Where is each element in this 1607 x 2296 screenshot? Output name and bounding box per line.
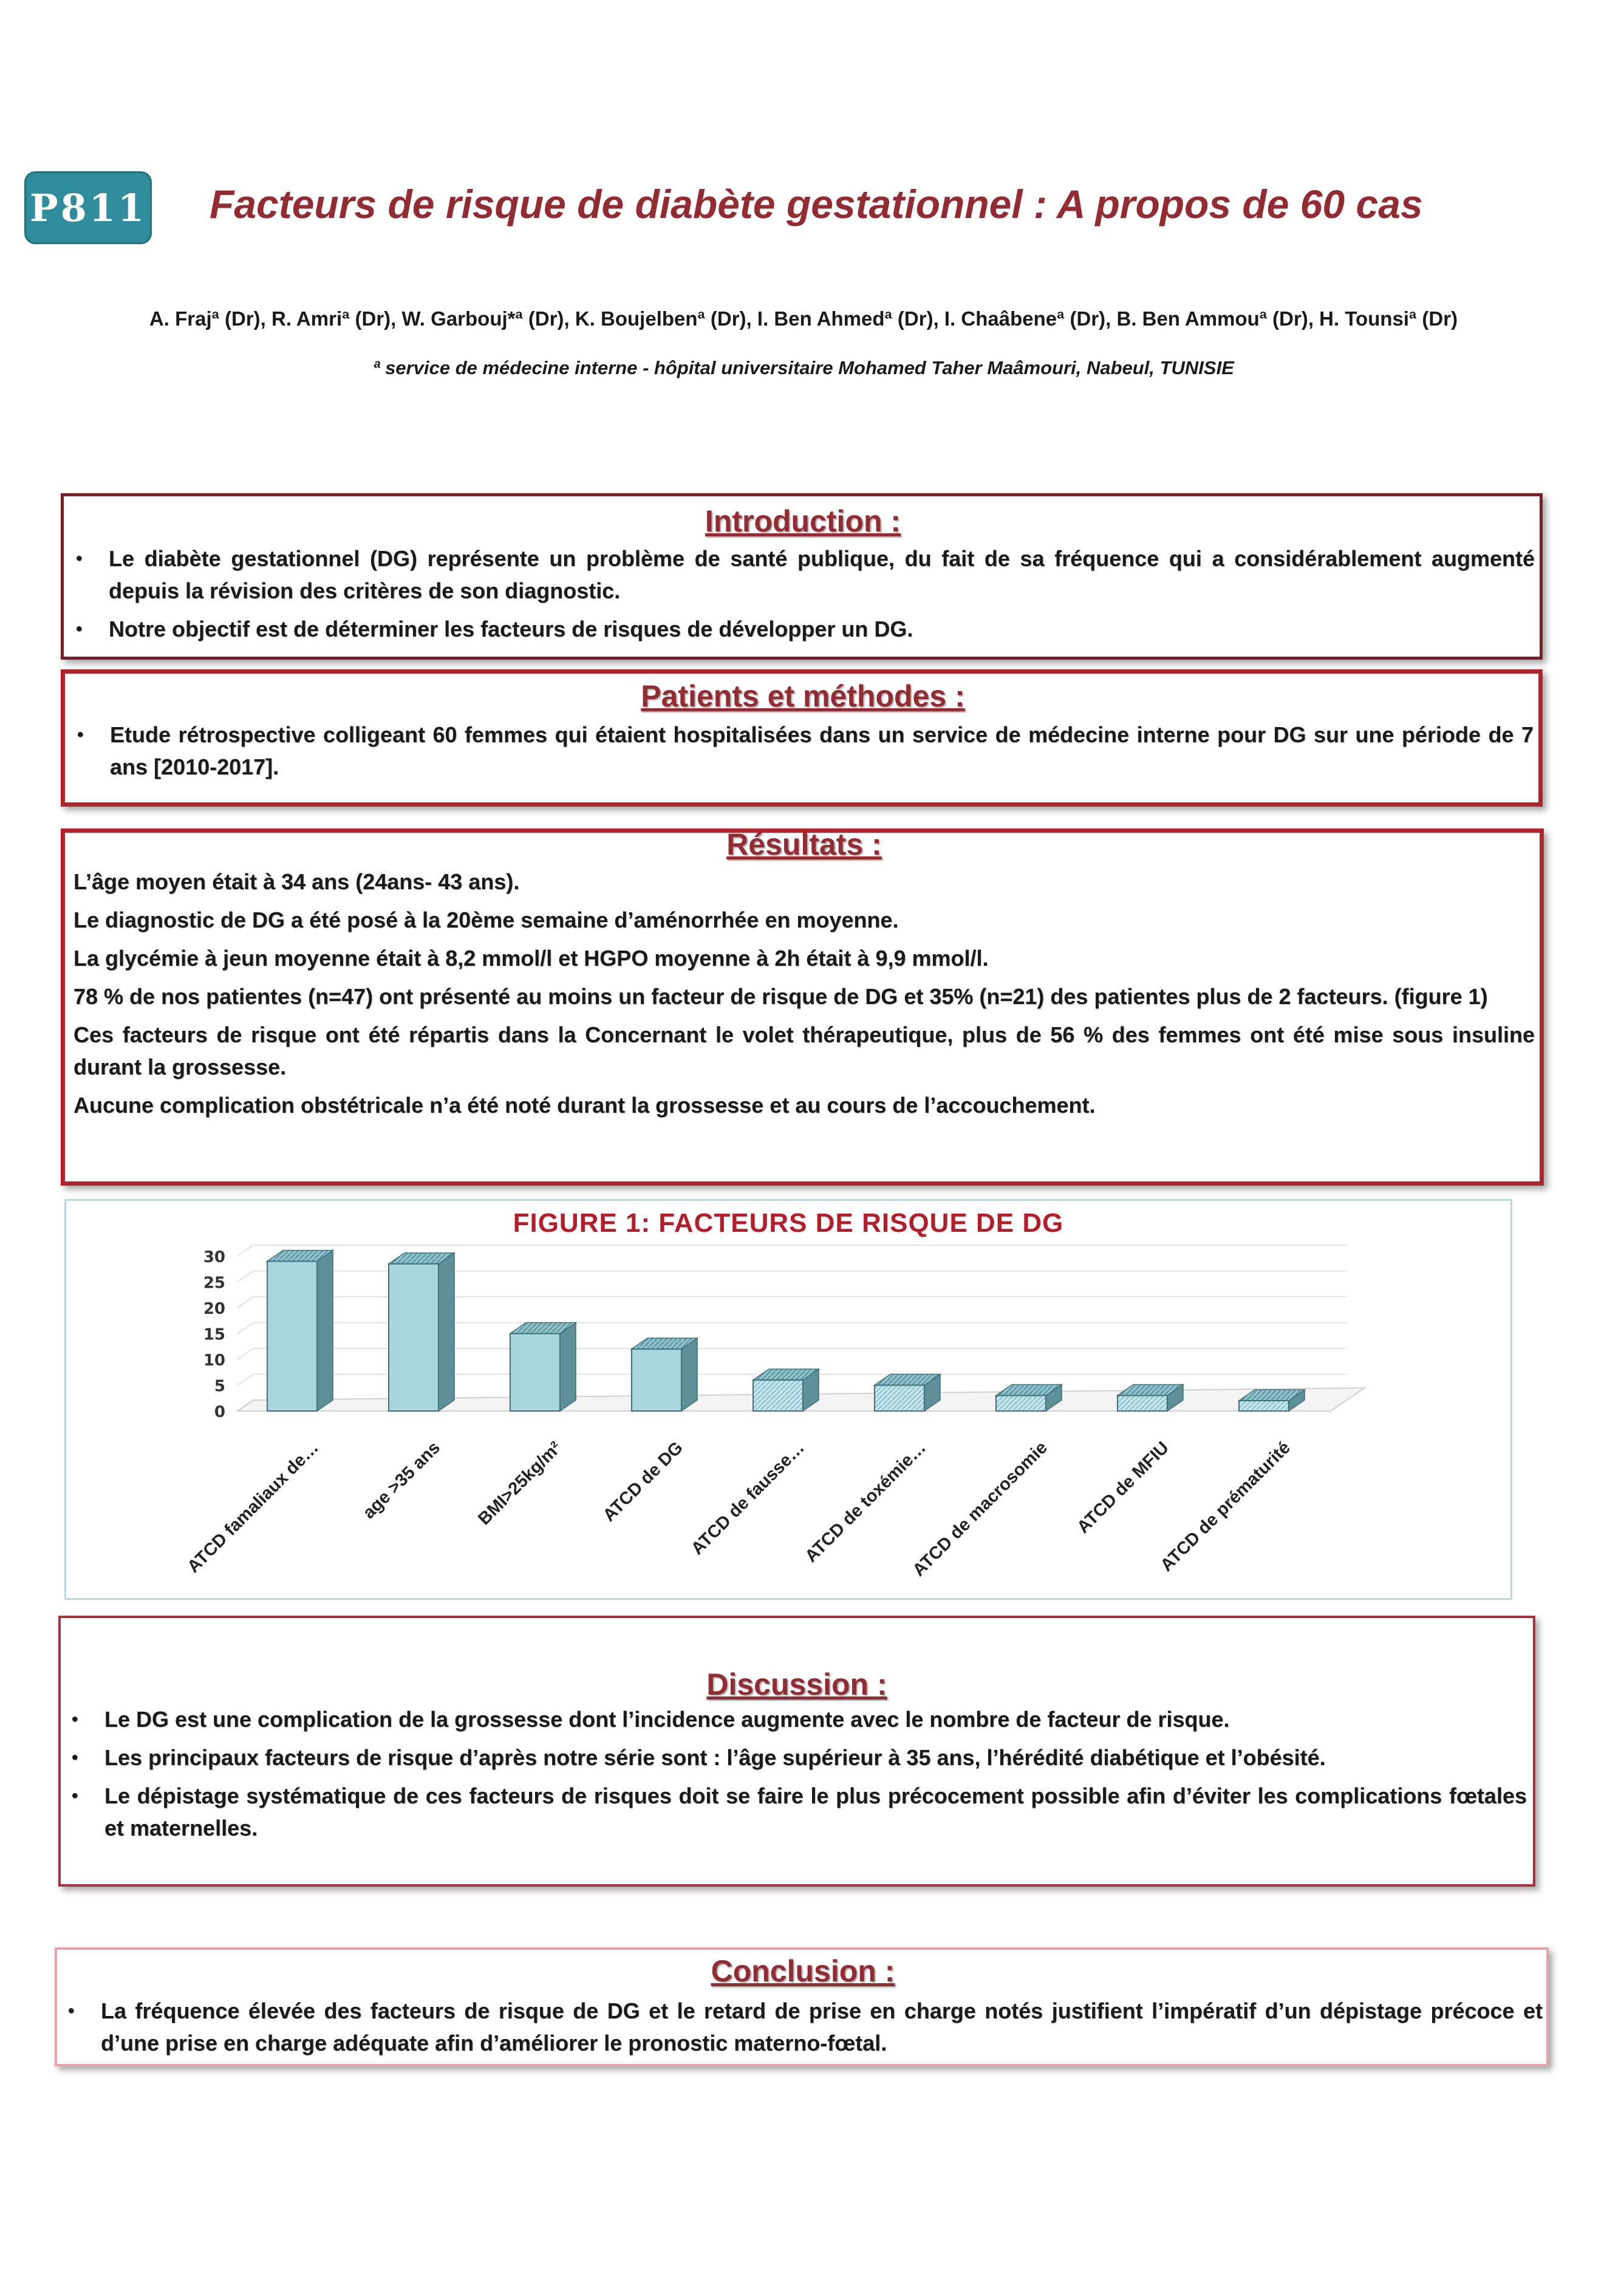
discussion-section: [58, 1616, 1535, 1887]
results-paragraph: Aucune complication obstétricale n’a été noté durant la grossesse et au cours de l’accouchement.: [73, 1093, 1096, 1118]
figure-1-chart: [64, 1199, 1512, 1600]
bar: [389, 1264, 438, 1411]
discussion-bullet: • Les principaux facteurs de risque d’après notre série sont : l’âge supérieur à 35 ans, l’hérédité diabétique et l’obésité.: [67, 1741, 1527, 1774]
discussion-bullet: • Le DG est une complication de la grossesse dont l’incidence augmente avec le nombre de facteur de risque.: [67, 1703, 1527, 1735]
chart-title: FIGURE 1: FACTEURS DE RISQUE DE DG: [513, 1208, 1064, 1238]
gridline-depth: [237, 1271, 253, 1282]
x-category-label: ATCD de prématurité: [1156, 1438, 1294, 1576]
methods-heading: Patients et méthodes :: [641, 679, 965, 713]
results-paragraph: La glycémie à jeun moyenne était à 8,2 mmol/l et HGPO moyenne à 2h était à 9,9 mmol/l.: [73, 946, 989, 971]
introduction-section: [61, 493, 1543, 660]
x-category-label: ATCD de fausse…: [687, 1438, 808, 1559]
bar-side: [438, 1253, 454, 1411]
y-tick-label: 0: [214, 1403, 225, 1421]
y-tick-label: 30: [203, 1248, 225, 1266]
results-heading: Résultats :: [726, 827, 882, 861]
affiliation-line: ª service de médecine interne - hôpital universitaire Mohamed Taher Maâmouri, Nabeul, TUNISIE: [373, 357, 1234, 378]
discussion-heading: Discussion :: [706, 1667, 887, 1701]
conclusion-heading: Conclusion :: [711, 1954, 895, 1988]
gridline-depth: [237, 1375, 253, 1385]
x-category-label: ATCD de toxémie…: [801, 1438, 930, 1567]
discussion-list: [67, 1703, 1527, 1844]
gridline-depth: [237, 1297, 253, 1308]
conclusion-section: [55, 1947, 1549, 2066]
poster-title: Facteurs de risque de diabète gestationnel : A propos de 60 cas: [210, 182, 1423, 227]
discussion-bullet: • Le dépistage systématique de ces facteurs de risques doit se faire le plus précocement possible afin d’éviter les complications fœtales et maternelles.: [67, 1780, 1527, 1844]
methods-section: [61, 669, 1543, 807]
bar: [510, 1334, 560, 1412]
results-section: [61, 829, 1544, 1186]
bar-side: [560, 1323, 576, 1412]
bar-side: [317, 1251, 333, 1412]
bar: [753, 1380, 803, 1411]
x-category-label: age >35 ans: [359, 1438, 444, 1523]
bar-chart-svg: [66, 1201, 1510, 1598]
authors-line: A. Frajª (Dr), R. Amriª (Dr), W. Garbouj*ª (Dr), K. Boujelbenª (Dr), I. Ben Ahmedª (Dr), I. Chaâbeneª (Dr), B. Ben Ammouª (Dr), H. Tounsiª (Dr): [149, 307, 1458, 330]
gridline-depth: [237, 1348, 253, 1359]
bar: [1239, 1401, 1289, 1411]
introduction-heading: Introduction :: [705, 504, 901, 538]
bar: [632, 1349, 681, 1411]
y-tick-label: 25: [203, 1274, 225, 1293]
conclusion-bullet: • La fréquence élevée des facteurs de risque de DG et le retard de prise en charge notés justifient l’impératif d’un dépistage précoce et d’une prise en charge adéquate afin d’améliorer le pronostic materno-fœtal.: [63, 1995, 1543, 2059]
y-tick-label: 15: [203, 1325, 225, 1344]
x-category-label: ATCD famaliaux de…: [183, 1438, 322, 1577]
results-paragraph: Le diagnostic de DG a été posé à la 20ème semaine d’aménorrhée en moyenne.: [73, 907, 899, 932]
results-paragraph: L’âge moyen était à 34 ans (24ans- 43 ans).: [73, 869, 520, 894]
x-category-label: ATCD de MFIU: [1073, 1438, 1173, 1537]
introduction-list: [71, 542, 1535, 645]
conclusion-list: [63, 1995, 1543, 2059]
y-tick-label: 5: [214, 1377, 225, 1396]
poster-id-badge: P811: [24, 171, 152, 244]
introduction-bullet: • Notre objectif est de déterminer les facteurs de risques de développer un DG.: [71, 613, 1535, 645]
bar: [875, 1385, 924, 1412]
gridline-depth: [237, 1245, 253, 1256]
bar: [1117, 1396, 1167, 1412]
x-category-label: ATCD de macrosomie: [909, 1438, 1051, 1580]
bar-side: [681, 1338, 697, 1411]
x-category-label: BMI>25kg/m²: [474, 1438, 565, 1529]
x-category-label: ATCD de DG: [599, 1438, 687, 1526]
methods-bullet: • Etude rétrospective colligeant 60 femmes qui étaient hospitalisées dans un service de médecine interne pour DG sur une période de 7 ans [2010-2017].: [72, 719, 1534, 783]
y-tick-label: 20: [203, 1300, 225, 1318]
results-paragraph: Ces facteurs de risque ont été répartis dans la Concernant le volet thérapeutique, plus de 56 % des femmes ont été mise sous insuline durant la grossesse.: [73, 1022, 1535, 1079]
y-tick-label: 10: [203, 1351, 225, 1370]
gridline-depth: [237, 1323, 253, 1334]
introduction-bullet: • Le diabète gestationnel (DG) représente un problème de santé publique, du fait de sa fréquence qui a considérablement augmenté depuis la révision des critères de son diagnostic.: [71, 542, 1535, 607]
results-paragraph: 78 % de nos patientes (n=47) ont présenté au moins un facteur de risque de DG et 35% (n=21) des patientes plus de 2 facteurs. (figure 1): [73, 984, 1488, 1009]
methods-list: [72, 719, 1534, 783]
bar: [996, 1396, 1046, 1412]
bar: [267, 1262, 317, 1412]
